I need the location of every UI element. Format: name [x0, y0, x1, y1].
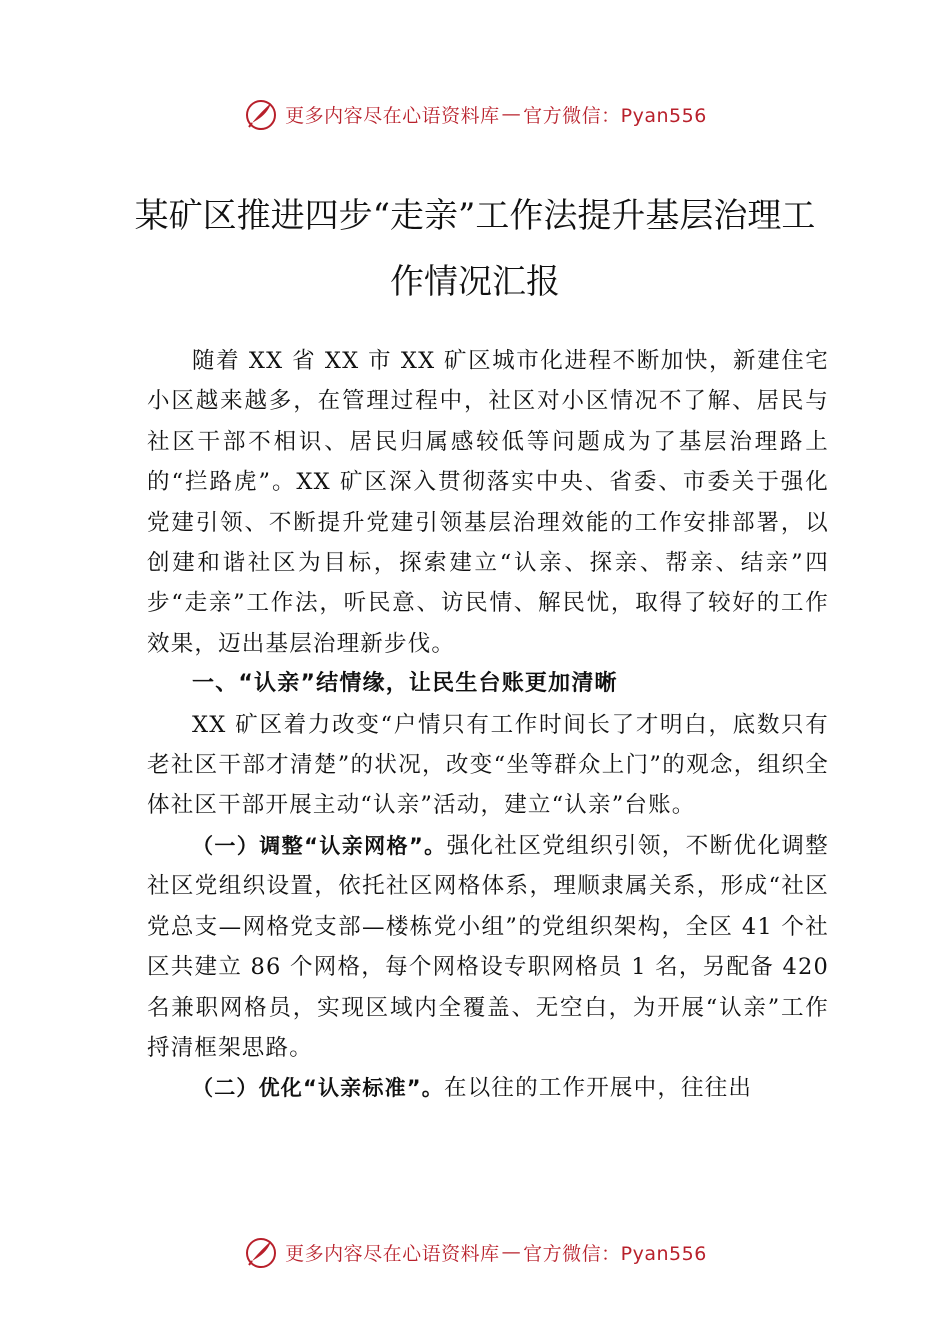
document-title: 某矿区推进四步“走亲”工作法提升基层治理工作情况汇报: [134, 196, 816, 302]
footer-banner: [0, 1232, 950, 1272]
quill-logo-icon: [243, 96, 279, 132]
quill-logo-icon: [243, 1234, 279, 1270]
subsection-2-text: 在以往的工作开展中，往往出: [444, 1075, 753, 1102]
subsection-2-lead: （二）优化“认亲标准”。: [192, 1076, 445, 1101]
paragraph-subsection-2: [147, 1068, 829, 1108]
subsection-1-text: 强化社区党组织引领，不断优化调整社区党组织设置，依托社区网格体系，理顺隶属关系，形成“社区党总支—网格党支部—楼栋党小组”的党组织架构，全区 41 个社区共建立 86 个网格，每个网格设专职网格员 1 名，另配备 420 名兼职网格员，实现区域内全覆盖、无空白，为开展“认亲”工作捋清框架思路。: [147, 832, 829, 1061]
banner-site-text: 更多内容尽在心语资料库: [285, 104, 500, 127]
banner-separator: —: [501, 103, 522, 125]
document-body: [147, 341, 829, 1109]
footer-site-text: 更多内容尽在心语资料库: [285, 1242, 500, 1265]
paragraph-subsection-1: [147, 826, 829, 1068]
footer-separator: —: [501, 1241, 522, 1263]
banner-wechat-text: 官方微信：Pyan556: [523, 104, 707, 127]
header-banner: [0, 94, 950, 134]
paragraph-intro: 随着 XX 省 XX 市 XX 矿区城市化进程不断加快，新建住宅小区越来越多，在管理过程中，社区对小区情况不了解、居民与社区干部不相识、居民归属感较低等问题成为了基层治理路上的“拦路虎”。XX 矿区深入贯彻落实中央、省委、市委关于强化党建引领、不断提升党建引领基层治理效能的工作安排部署，以创建和谐社区为目标，探索建立“认亲、探亲、帮亲、结亲”四步“走亲”工作法，听民意、访民情、解民忧，取得了较好的工作效果，迈出基层治理新步伐。: [147, 348, 829, 657]
paragraph-section-1: XX 矿区着力改变“户情只有工作时间长了才明白，底数只有老社区干部才清楚”的状况，改变“坐等群众上门”的观念，组织全体社区干部开展主动“认亲”活动，建立“认亲”台账。: [147, 711, 829, 819]
subsection-1-lead: （一）调整“认亲网格”。: [192, 833, 447, 858]
footer-wechat-text: 官方微信：Pyan556: [523, 1242, 707, 1265]
section-heading-1: 一、“认亲”结情缘，让民生台账更加清晰: [192, 671, 618, 697]
